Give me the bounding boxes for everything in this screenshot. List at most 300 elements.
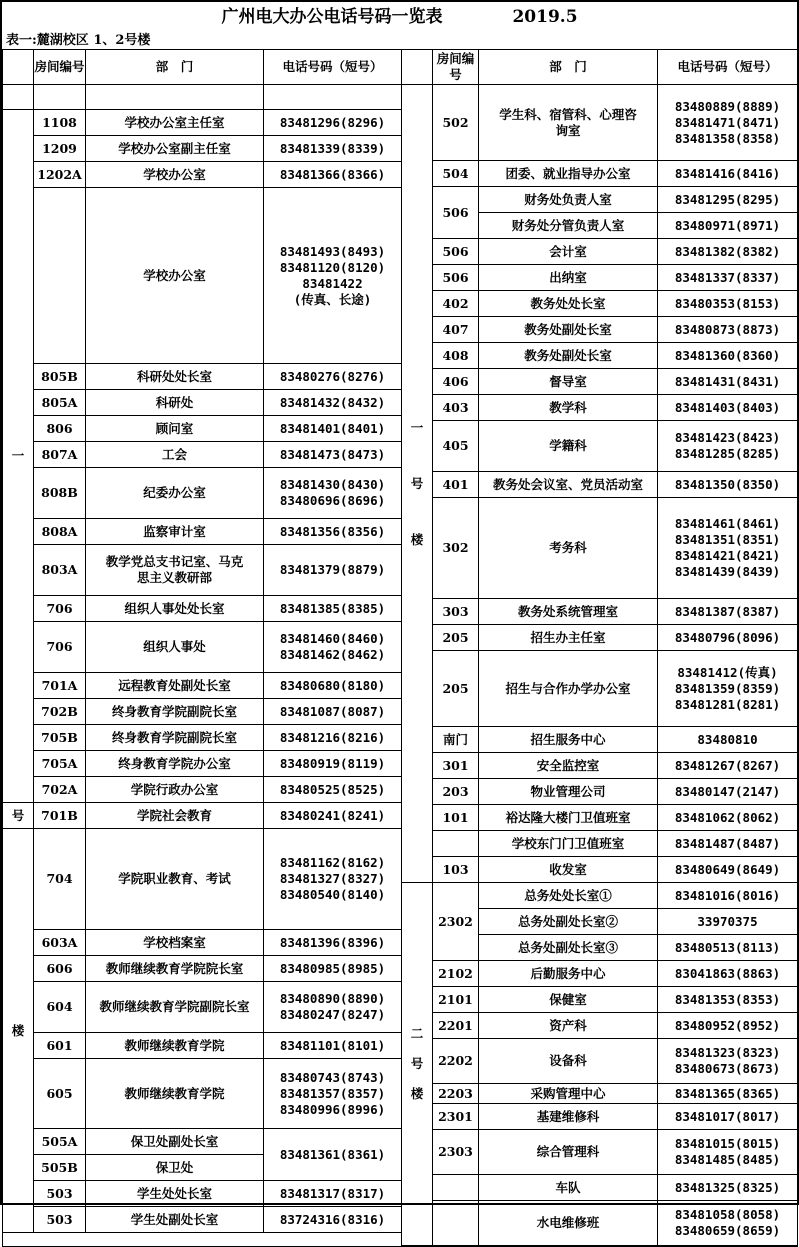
title-date: 2019.5	[512, 7, 578, 27]
phone-number: 83481385(8385)	[264, 596, 402, 622]
right-row	[402, 265, 798, 291]
phone-number: 83481360(8360)	[658, 343, 798, 369]
phone-number: 83481016(8016)	[658, 883, 798, 909]
header-blank	[402, 50, 433, 85]
left-building-label-1-char: 一	[11, 448, 25, 463]
left-row	[3, 622, 402, 673]
phone-number-line: 83481485(8485)	[674, 1152, 781, 1167]
department-name: 团委、就业指导办公室	[479, 161, 658, 187]
phone-number-line: 83481359(8359)	[674, 680, 781, 696]
left-row	[3, 699, 402, 725]
department-name: 总务处副处长室②	[479, 909, 658, 935]
room-number: 505B	[34, 1155, 86, 1181]
room-number: 503	[34, 1207, 86, 1233]
department-name: 基建维修科	[479, 1104, 658, 1130]
left-row	[3, 1181, 402, 1207]
right-row	[402, 651, 798, 727]
phone-number: 83480276(8276)	[264, 364, 402, 390]
right-row	[402, 625, 798, 651]
left-row	[3, 673, 402, 699]
department-name: 学院职业教育、考试	[86, 829, 264, 930]
phone-number-line: 83481327(8327)	[279, 871, 386, 886]
header-room: 房间编号	[433, 50, 479, 85]
phone-number-line: 83481423(8423)	[674, 430, 781, 445]
room-number: 505A	[34, 1129, 86, 1155]
room-number: 705A	[34, 751, 86, 777]
room-number: 南门	[433, 727, 479, 753]
department-name: 学院社会教育	[86, 803, 264, 829]
right-row	[402, 857, 798, 883]
phone-number: 83480241(8241)	[264, 803, 402, 829]
header-dept: 部 门	[86, 50, 264, 85]
room-number: 1108	[34, 110, 86, 136]
phone-number: 83481379(8879)	[264, 545, 402, 596]
department-name: 物业管理公司	[479, 779, 658, 805]
phone-number	[658, 1039, 798, 1084]
room-number: 504	[433, 161, 479, 187]
right-row	[402, 831, 798, 857]
phone-number-line: 83481430(8430)	[279, 477, 386, 492]
left-row	[3, 956, 402, 982]
department-name: 学校档案室	[86, 930, 264, 956]
phone-number-line: 83480540(8140)	[279, 887, 386, 902]
room-number	[433, 831, 479, 857]
right-building1-label	[402, 85, 433, 883]
department-name: 学校办公室主任室	[86, 110, 264, 136]
department-name: 设备科	[479, 1039, 658, 1084]
room-number: 603A	[34, 930, 86, 956]
right-row	[402, 883, 798, 909]
left-row	[3, 982, 402, 1033]
department-name: 招生办主任室	[479, 625, 658, 651]
room-number: 2201	[433, 1013, 479, 1039]
department-name: 学籍科	[479, 421, 658, 472]
phone-number-line: 83481422	[302, 275, 363, 291]
room-number: 2102	[433, 961, 479, 987]
phone-number-line: 83481357(8357)	[279, 1085, 386, 1101]
department-name: 教务处处长室	[479, 291, 658, 317]
phone-number	[264, 982, 402, 1033]
room-number: 506	[433, 187, 479, 239]
right-row	[402, 727, 798, 753]
department-name: 裕达隆大楼门卫值班室	[479, 805, 658, 831]
department-name: 督导室	[479, 369, 658, 395]
room-number: 701B	[34, 803, 86, 829]
right-building2-label-char: 二	[410, 1026, 424, 1041]
phone-number: 83480680(8180)	[264, 673, 402, 699]
phone-number: 83724316(8316)	[264, 1207, 402, 1233]
phone-number: 83481087(8087)	[264, 699, 402, 725]
left-row	[3, 162, 402, 188]
department-name: 学生处处长室	[86, 1181, 264, 1207]
phone-number: 83480353(8153)	[658, 291, 798, 317]
department-name: 终身教育学院副院长室	[86, 699, 264, 725]
department-name: 组织人事处处长室	[86, 596, 264, 622]
room-number: 403	[433, 395, 479, 421]
phone-number: 83481403(8403)	[658, 395, 798, 421]
room-number: 405	[433, 421, 479, 472]
department-name: 财务处负责人室	[479, 187, 658, 213]
right-row	[402, 1104, 798, 1130]
left-row	[3, 136, 402, 162]
right-row	[402, 472, 798, 498]
department-name: 科研处处长室	[86, 364, 264, 390]
department-name: 安全监控室	[479, 753, 658, 779]
phone-number: 83481387(8387)	[658, 599, 798, 625]
phone-number	[658, 498, 798, 599]
phone-number	[264, 622, 402, 673]
left-row	[3, 829, 402, 930]
phone-number	[264, 829, 402, 930]
phone-number: 83480147(2147)	[658, 779, 798, 805]
department-name: 水电维修班	[479, 1201, 658, 1246]
right-row	[402, 317, 798, 343]
right-row	[402, 1130, 798, 1175]
room-number: 2101	[433, 987, 479, 1013]
right-row	[402, 291, 798, 317]
phone-number: 83481361(8361)	[264, 1129, 402, 1181]
phone-number: 83481473(8473)	[264, 442, 402, 468]
department-name: 综合管理科	[479, 1130, 658, 1175]
room-number: 805A	[34, 390, 86, 416]
phone-number: 83481416(8416)	[658, 161, 798, 187]
room-number: 408	[433, 343, 479, 369]
phone-number-line: 83481058(8058)	[674, 1207, 781, 1222]
right-row	[402, 1201, 798, 1246]
room-number: 806	[34, 416, 86, 442]
department-name: 考务科	[479, 498, 658, 599]
room-number: 401	[433, 472, 479, 498]
department-name: 纪委办公室	[86, 468, 264, 519]
left-row	[3, 1033, 402, 1059]
phone-number-line: 83480247(8247)	[279, 1007, 386, 1022]
room-number: 1202A	[34, 162, 86, 188]
phone-number: 83480649(8649)	[658, 857, 798, 883]
right-row	[402, 421, 798, 472]
department-name	[479, 85, 658, 161]
right-row	[402, 239, 798, 265]
department-name: 会计室	[479, 239, 658, 265]
department-name: 工会	[86, 442, 264, 468]
phone-number: 83480873(8873)	[658, 317, 798, 343]
department-name: 教学科	[479, 395, 658, 421]
department-name: 科研处	[86, 390, 264, 416]
right-row	[402, 753, 798, 779]
right-row	[402, 1175, 798, 1201]
room-number: 805B	[34, 364, 86, 390]
department-name: 招生服务中心	[479, 727, 658, 753]
department-name: 学校办公室	[86, 188, 264, 364]
room-number: 406	[433, 369, 479, 395]
room-number: 2203	[433, 1084, 479, 1104]
phone-number-line: (传真、长途)	[293, 291, 372, 307]
department-name: 保卫处副处长室	[86, 1129, 264, 1155]
department-name-line: 思主义教研部	[136, 570, 212, 585]
phone-number-line: 83481412(传真)	[677, 664, 778, 680]
department-name: 总务处副处长室③	[479, 935, 658, 961]
department-name: 学院行政办公室	[86, 777, 264, 803]
phone-number	[658, 85, 798, 161]
room-number: 407	[433, 317, 479, 343]
header-phone: 电话号码（短号）	[658, 50, 798, 85]
phone-number-line: 83481471(8471)	[674, 114, 781, 130]
phone-number: 83481062(8062)	[658, 805, 798, 831]
phone-number-line: 83481120(8120)	[279, 259, 386, 275]
room-number: 101	[433, 805, 479, 831]
department-name: 教师继续教育学院副院长室	[86, 982, 264, 1033]
right-row	[402, 805, 798, 831]
header-phone: 电话号码（短号）	[264, 50, 402, 85]
room-number: 103	[433, 857, 479, 883]
left-row	[3, 364, 402, 390]
left-row	[3, 110, 402, 136]
phone-number: 83480513(8113)	[658, 935, 798, 961]
phone-number	[264, 468, 402, 519]
right-building1-label-char: 一	[410, 419, 424, 435]
room-number: 808A	[34, 519, 86, 545]
department-name: 学校办公室副主任室	[86, 136, 264, 162]
room-number: 205	[433, 625, 479, 651]
department-name: 顾问室	[86, 416, 264, 442]
left-building-label-3-char: 楼	[11, 1022, 25, 1038]
department-name: 教师继续教育学院	[86, 1033, 264, 1059]
room-number: 701A	[34, 673, 86, 699]
department-name: 学生处副处长室	[86, 1207, 264, 1233]
left-row	[3, 390, 402, 416]
phone-number: 83481017(8017)	[658, 1104, 798, 1130]
phone-number-line: 83481162(8162)	[279, 855, 386, 870]
left-row	[3, 85, 402, 110]
phone-number-line: 83480696(8696)	[279, 493, 386, 508]
phone-number	[264, 1059, 402, 1129]
left-section	[3, 85, 402, 1247]
phone-number: 83481337(8337)	[658, 265, 798, 291]
phone-number: 83481366(8366)	[264, 162, 402, 188]
left-row	[3, 1207, 402, 1233]
body-row	[3, 85, 798, 1247]
room-number: 2303	[433, 1130, 479, 1175]
department-name: 学校东门门卫值班室	[479, 831, 658, 857]
left-row	[3, 725, 402, 751]
phone-number: 83481431(8431)	[658, 369, 798, 395]
department-name	[86, 545, 264, 596]
department-name: 组织人事处	[86, 622, 264, 673]
department-name-line: 学生科、宿管科、心理咨	[499, 106, 637, 122]
phone-number-line: 83480673(8673)	[674, 1061, 781, 1076]
phone-number	[658, 1201, 798, 1246]
phone-number: 83481267(8267)	[658, 753, 798, 779]
room-number: 807A	[34, 442, 86, 468]
right-row	[402, 1039, 798, 1084]
phone-number-line: 83481358(8358)	[674, 130, 781, 146]
phone-number: 83480810	[658, 727, 798, 753]
room-number: 1209	[34, 136, 86, 162]
room-number: 702A	[34, 777, 86, 803]
phone-number: 83480919(8119)	[264, 751, 402, 777]
phone-number-line: 83480996(8996)	[279, 1101, 386, 1117]
phone-number-line: 83480890(8890)	[279, 991, 386, 1006]
left-building-label-3	[3, 829, 34, 1233]
right-row	[402, 395, 798, 421]
left-building-label-1	[3, 110, 34, 803]
phone-number-line: 83481421(8421)	[674, 548, 781, 563]
department-name: 教师继续教育学院院长室	[86, 956, 264, 982]
right-row	[402, 987, 798, 1013]
left-row	[3, 930, 402, 956]
left-row	[3, 1129, 402, 1155]
department-name: 收发室	[479, 857, 658, 883]
right-row	[402, 85, 798, 161]
phone-number-line: 83480659(8659)	[674, 1223, 781, 1238]
left-building-label-top	[3, 85, 34, 110]
department-name: 总务处处长室①	[479, 883, 658, 909]
phone-number	[264, 85, 402, 110]
department-name-line: 询室	[555, 122, 581, 138]
table-subtitle: 表一:麓湖校区 1、2号楼	[6, 33, 151, 48]
left-row	[3, 188, 402, 364]
room-number: 704	[34, 829, 86, 930]
phone-number-line: 83481439(8439)	[674, 564, 781, 579]
right-row	[402, 961, 798, 987]
department-name: 终身教育学院办公室	[86, 751, 264, 777]
room-number: 706	[34, 596, 86, 622]
right-row	[402, 599, 798, 625]
phone-number-line: 83481015(8015)	[674, 1136, 781, 1151]
department-name: 保健室	[479, 987, 658, 1013]
right-row	[402, 1013, 798, 1039]
phone-number: 83480952(8952)	[658, 1013, 798, 1039]
phone-number: 83481487(8487)	[658, 831, 798, 857]
phone-number-line: 83481493(8493)	[279, 243, 386, 259]
room-number: 2202	[433, 1039, 479, 1084]
phone-number-line: 83480743(8743)	[279, 1069, 386, 1085]
department-name: 后勤服务中心	[479, 961, 658, 987]
room-number: 808B	[34, 468, 86, 519]
room-number: 605	[34, 1059, 86, 1129]
department-name: 监察审计室	[86, 519, 264, 545]
phone-number	[658, 651, 798, 727]
room-number: 705B	[34, 725, 86, 751]
right-building1-label-char: 楼	[410, 531, 424, 547]
department-name-line: 教学党总支书记室、马克	[105, 554, 244, 569]
right-row	[402, 1084, 798, 1104]
phone-number: 83481216(8216)	[264, 725, 402, 751]
left-row	[3, 1059, 402, 1129]
room-number: 402	[433, 291, 479, 317]
room-number: 203	[433, 779, 479, 805]
phone-number: 83481296(8296)	[264, 110, 402, 136]
phone-number-line: 83481323(8323)	[674, 1045, 781, 1060]
phone-number: 83480971(8971)	[658, 213, 798, 239]
room-number	[433, 1175, 479, 1201]
phone-number: 83480525(8525)	[264, 777, 402, 803]
phone-number: 83481365(8365)	[658, 1084, 798, 1104]
room-number: 606	[34, 956, 86, 982]
left-row	[3, 468, 402, 519]
department-name: 保卫处	[86, 1155, 264, 1181]
room-number: 205	[433, 651, 479, 727]
department-name: 财务处分管负责人室	[479, 213, 658, 239]
right-row	[402, 779, 798, 805]
room-number: 503	[34, 1181, 86, 1207]
phone-number: 83481295(8295)	[658, 187, 798, 213]
phone-number-line: 83481351(8351)	[674, 532, 781, 547]
phone-number: 83481101(8101)	[264, 1033, 402, 1059]
phone-number: 33970375	[658, 909, 798, 935]
left-row	[3, 416, 402, 442]
phone-number: 83481396(8396)	[264, 930, 402, 956]
right-row	[402, 161, 798, 187]
right-row	[402, 498, 798, 599]
room-number: 506	[433, 265, 479, 291]
left-building-label-2-char: 号	[11, 807, 25, 823]
room-number: 601	[34, 1033, 86, 1059]
right-building2-label-char: 楼	[410, 1086, 424, 1101]
page-title	[2, 0, 797, 33]
department-name: 招生与合作办学办公室	[479, 651, 658, 727]
header-row	[3, 50, 798, 85]
phone-number-line: 83481461(8461)	[674, 516, 781, 531]
left-row	[3, 545, 402, 596]
header-blank	[3, 50, 34, 85]
left-row	[3, 751, 402, 777]
department-name: 教师继续教育学院	[86, 1059, 264, 1129]
phone-number	[658, 421, 798, 472]
room-number: 803A	[34, 545, 86, 596]
header-dept: 部 门	[479, 50, 658, 85]
phone-number-line: 83481285(8285)	[674, 446, 781, 461]
phone-number-line: 83481462(8462)	[279, 647, 386, 662]
phone-number: 83481353(8353)	[658, 987, 798, 1013]
phone-number-line: 83480889(8889)	[674, 98, 781, 114]
right-building2-label-char: 号	[410, 1056, 424, 1071]
room-number	[34, 188, 86, 364]
left-row	[3, 596, 402, 622]
room-number: 301	[433, 753, 479, 779]
department-name: 远程教育处副处长室	[86, 673, 264, 699]
department-name: 终身教育学院副院长室	[86, 725, 264, 751]
right-building2-label	[402, 883, 433, 1246]
room-number: 303	[433, 599, 479, 625]
phone-number: 83481382(8382)	[658, 239, 798, 265]
phone-number: 83041863(8863)	[658, 961, 798, 987]
department-name: 教务处会议室、党员活动室	[479, 472, 658, 498]
right-row	[402, 187, 798, 213]
left-row	[3, 519, 402, 545]
department-name: 采购管理中心	[479, 1084, 658, 1104]
phone-number: 83481325(8325)	[658, 1175, 798, 1201]
room-number	[433, 1201, 479, 1246]
phone-number: 83481401(8401)	[264, 416, 402, 442]
department-name: 教务处副处长室	[479, 343, 658, 369]
department-name: 学校办公室	[86, 162, 264, 188]
room-number: 2301	[433, 1104, 479, 1130]
phone-number: 83481339(8339)	[264, 136, 402, 162]
phone-number: 83480796(8096)	[658, 625, 798, 651]
left-row	[3, 442, 402, 468]
room-number: 506	[433, 239, 479, 265]
left-building-label-2	[3, 803, 34, 829]
right-row	[402, 369, 798, 395]
right-section	[402, 85, 798, 1247]
left-row	[3, 803, 402, 829]
directory-table	[2, 49, 798, 1247]
phone-number	[658, 1130, 798, 1175]
room-number: 706	[34, 622, 86, 673]
room-number: 604	[34, 982, 86, 1033]
phone-number-line: 83481281(8281)	[674, 696, 781, 712]
department-name	[86, 85, 264, 110]
